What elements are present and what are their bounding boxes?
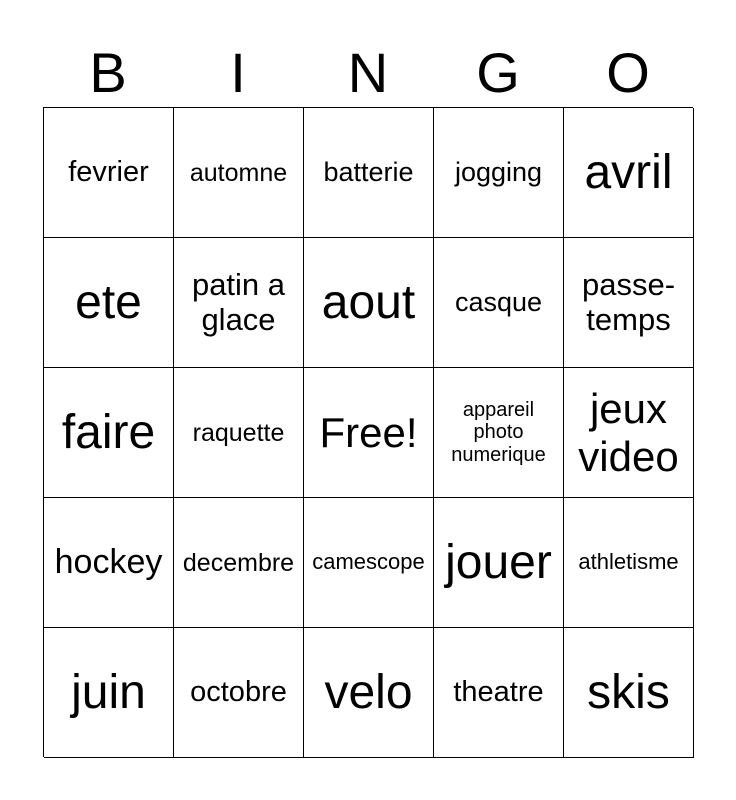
cell-label: camescope [312,549,425,575]
bingo-grid [43,107,693,757]
cell-label: skis [587,665,670,719]
bingo-cell[interactable] [434,498,564,628]
cell-label: athletisme [578,549,679,575]
bingo-cell[interactable] [174,238,304,368]
bingo-cell[interactable] [434,628,564,758]
cell-label: hockey [54,543,163,582]
bingo-cell[interactable] [174,108,304,238]
cell-label: ete [75,275,142,329]
bingo-cell[interactable] [434,108,564,238]
bingo-cell[interactable] [564,368,694,498]
cell-label: casque [454,287,543,318]
header-letter-o: O [606,41,650,104]
free-space-label: Free! [319,408,418,456]
bingo-cell[interactable] [44,368,174,498]
cell-label: faire [61,405,156,459]
bingo-cell[interactable] [434,238,564,368]
bingo-cell[interactable] [564,498,694,628]
bingo-cell[interactable] [304,238,434,368]
bingo-cell[interactable] [564,628,694,758]
cell-label: juin [71,665,146,719]
cell-label: raquette [192,418,285,447]
cell-label: octobre [190,676,287,709]
cell-label: avril [584,145,673,199]
bingo-cell[interactable] [44,498,174,628]
header-letter-i: I [230,41,246,104]
bingo-header [43,38,693,108]
cell-label: fevrier [68,156,149,189]
cell-label: passe- temps [581,266,676,337]
bingo-cell[interactable] [434,368,564,498]
cell-label: appareil photo numerique [451,398,546,466]
bingo-cell[interactable] [564,108,694,238]
cell-label: automne [189,158,288,187]
bingo-cell[interactable] [44,628,174,758]
cell-label: jogging [454,157,543,188]
cell-label: velo [324,665,413,719]
cell-label: batterie [323,157,414,188]
cell-label: patin a glace [191,266,286,337]
header-letter-g: G [476,41,520,104]
bingo-cell[interactable] [44,108,174,238]
bingo-cell[interactable] [44,238,174,368]
bingo-cell[interactable] [564,238,694,368]
free-space[interactable] [304,368,434,498]
cell-label: theatre [453,676,544,709]
cell-label: aout [321,275,416,329]
bingo-cell[interactable] [304,498,434,628]
header-letter-b: B [89,41,127,104]
cell-label: decembre [182,548,295,577]
bingo-cell[interactable] [174,498,304,628]
bingo-cell[interactable] [304,108,434,238]
cell-label: jeux video [578,385,679,480]
bingo-cell[interactable] [304,628,434,758]
bingo-cell[interactable] [174,368,304,498]
cell-label: jouer [445,535,552,589]
bingo-cell[interactable] [174,628,304,758]
header-letter-n: N [347,41,389,104]
